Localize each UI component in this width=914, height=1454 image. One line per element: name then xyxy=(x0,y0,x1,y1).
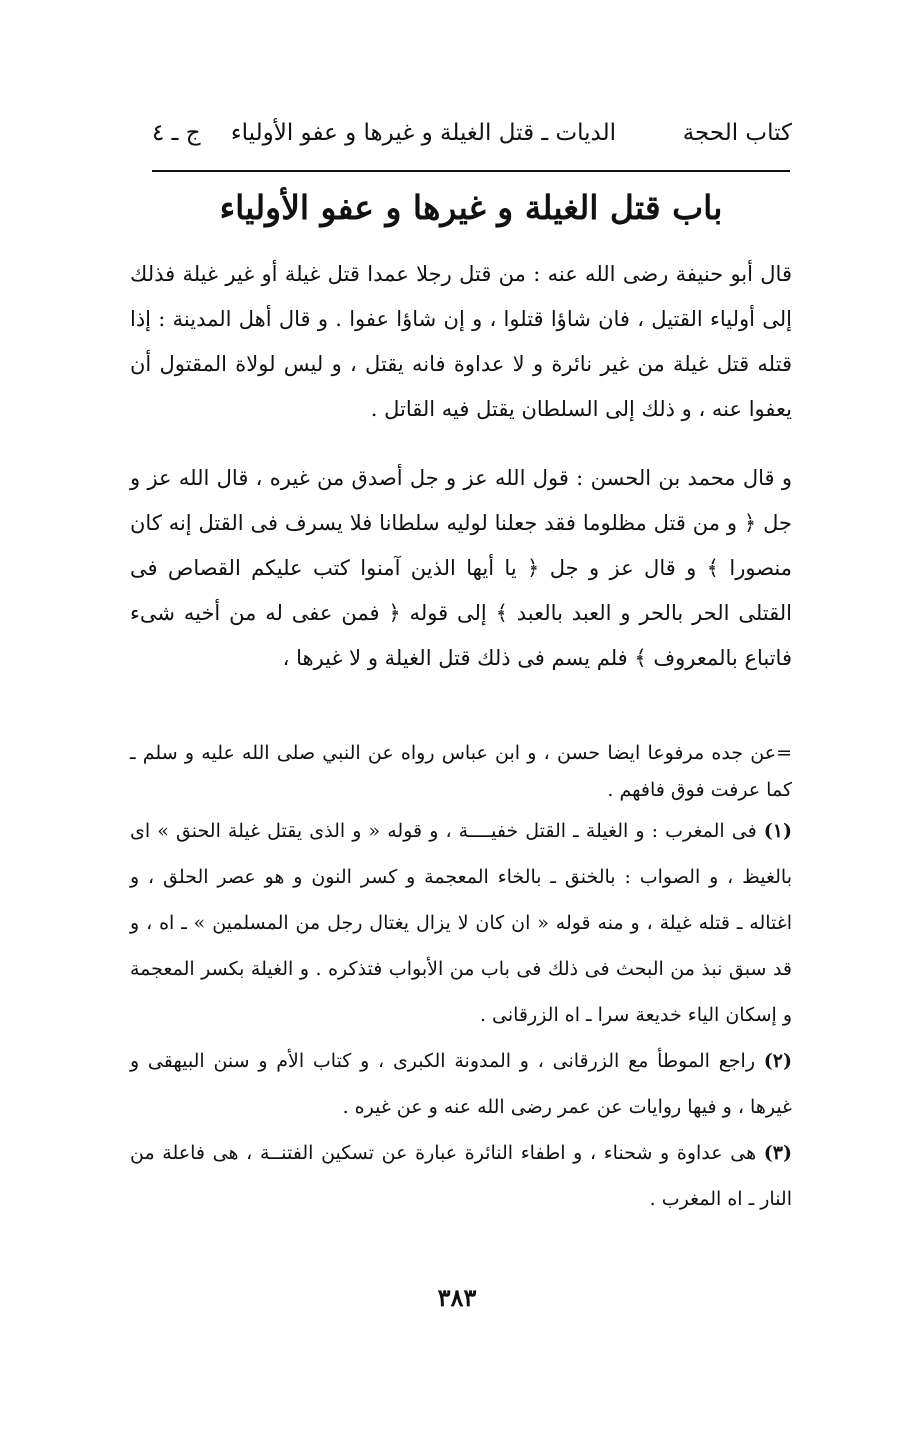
header-volume-label: ج ـ ٤ xyxy=(152,120,201,146)
body-paragraph-2 xyxy=(130,456,792,681)
footnote-text: هى عداوة و شحناء ، و اطفاء النائرة عبارة عن تسكين الفتنــة ، هى فاعلة من النار ـ اه المغرب . xyxy=(130,1142,792,1210)
footnotes-section xyxy=(130,808,792,1222)
chapter-title: باب قتل الغيلة و غيرها و عفو الأولياء xyxy=(219,188,723,227)
footnote-continuation: =عن جده مرفوعا ايضا حسن ، و ابن عباس رواه عن النبي صلى الله عليه و سلم ـ كما عرفت فوق فافهم . xyxy=(130,742,792,801)
footnote-1 xyxy=(130,808,792,1038)
footnote-2 xyxy=(130,1038,792,1130)
header-book-title: كتاب الحجة xyxy=(682,120,792,146)
footnote-text: فى المغرب : و الغيلة ـ القتل خفيــــة ، و قوله « و الذى يقتل غيلة الحنق » اى بالغيظ ، و الصواب : بالخنق ـ بالخاء المعجمة و كسر النون و هو عصر الحلق ، و اغتاله ـ قتله غيلة ، و منه قوله « ان كان لا يزال يغتال رجل من المسلمين » ـ اه ، و قد سبق نبذ من البحث فى ذلك فى باب من الأبواب فتذكره . و الغيلة بكسر المعجمة و إسكان الياء خديعة سرا ـ اه الزرقانى . xyxy=(130,820,792,1026)
footnote-3 xyxy=(130,1130,792,1222)
footnote-number: (١) xyxy=(763,820,792,842)
footnote-number: (٣) xyxy=(763,1142,793,1164)
page-number: ٣٨٣ xyxy=(437,1283,477,1312)
footnote-number: (٢) xyxy=(763,1050,792,1072)
running-header xyxy=(152,112,792,162)
header-divider xyxy=(152,170,790,172)
body-paragraph-2-text: و قال محمد بن الحسن : قول الله عز و جل أصدق من غيره ، قال الله عز و جل ﴿ و من قتل مظلوما فقد جعلنا لوليه سلطانا فلا يسرف فى القتل إنه كان منصورا ﴾ و قال عز و جل ﴿ يا أيها الذين آمنوا كتب عليكم القصاص فى القتلى الحر بالحر و العبد بالعبد ﴾ إلى قوله ﴿ فمن عفى له من أخيه شىء فاتباع بالمعروف ﴾ فلم يسم فى ذلك قتل الغيلة و لا غيرها ، xyxy=(130,466,792,670)
footnote-text: راجع الموطأ مع الزرقانى ، و المدونة الكبرى ، و كتاب الأم و سنن البيهقى و غيرها ، و فيها روايات عن عمر رضى الله عنه و عن غيره . xyxy=(130,1050,792,1118)
body-paragraph-1: قال أبو حنيفة رضى الله عنه : من قتل رجلا عمدا قتل غيلة أو غير غيلة فذلك إلى أولياء القتيل ، فان شاؤا قتلوا ، و إن شاؤا عفوا . و قال أهل المدينة : إذا قتله قتل غيلة من غير نائرة و لا عداوة فانه يقتل ، و ليس لولاة المقتول أن يعفوا عنه ، و ذلك إلى السلطان يقتل فيه القاتل . xyxy=(130,262,792,421)
header-chapter-title: الديات ـ قتل الغيلة و غيرها و عفو الأولياء xyxy=(230,120,616,146)
